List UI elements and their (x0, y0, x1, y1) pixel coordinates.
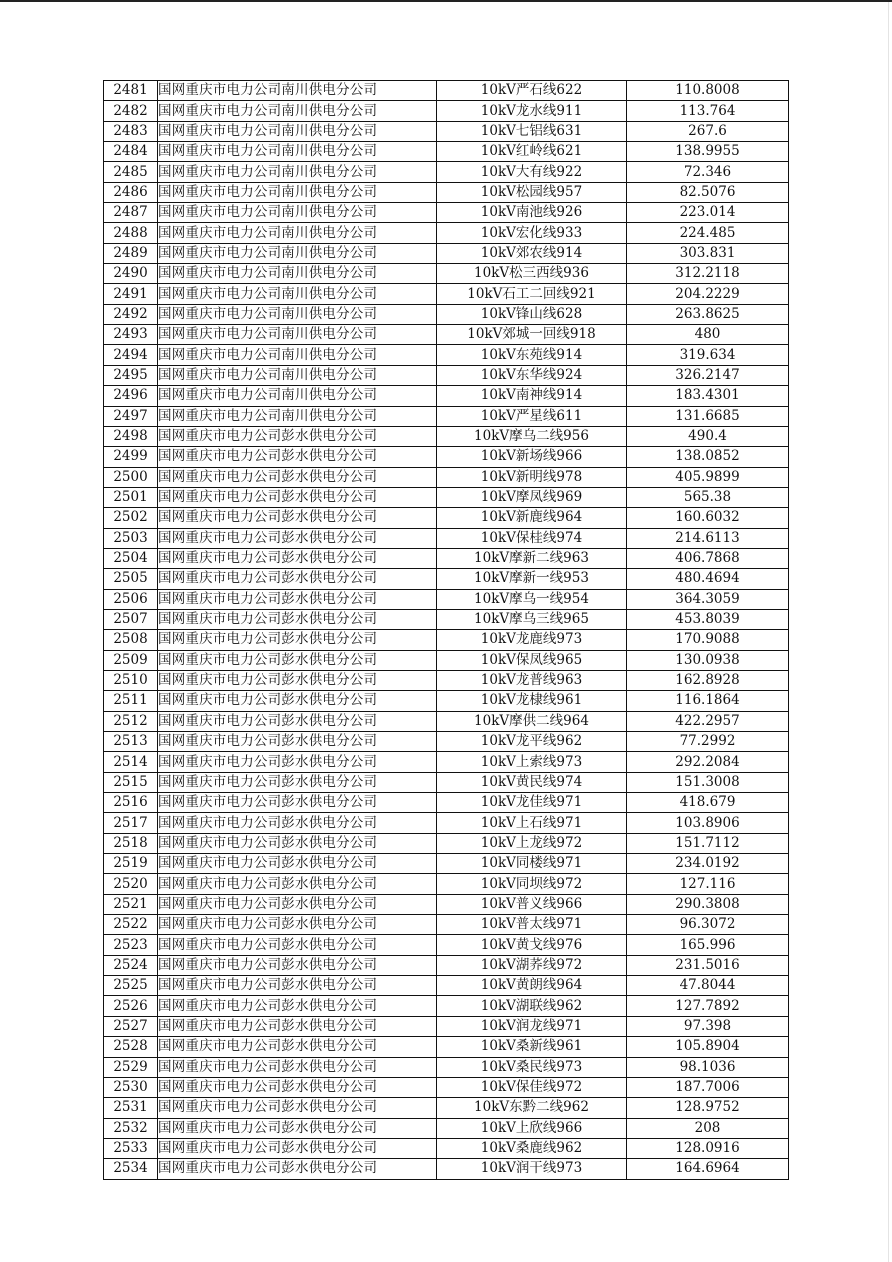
table-row (104, 813, 789, 833)
table-row (104, 854, 789, 874)
row-number-cell: 2499 (104, 447, 158, 467)
table-row (104, 1138, 789, 1158)
table-row (104, 996, 789, 1016)
value-cell: 234.0192 (627, 854, 789, 874)
company-cell: 国网重庆市电力公司彭水供电分公司 (158, 569, 437, 589)
company-cell: 国网重庆市电力公司彭水供电分公司 (158, 955, 437, 975)
value-cell: 72.346 (627, 162, 789, 182)
line-name-cell: 10kV上龙线972 (437, 833, 627, 853)
table-row (104, 345, 789, 365)
table-row (104, 955, 789, 975)
value-cell: 164.6964 (627, 1159, 789, 1179)
table-row (104, 81, 789, 101)
company-cell: 国网重庆市电力公司南川供电分公司 (158, 223, 437, 243)
row-number-cell: 2511 (104, 691, 158, 711)
company-cell: 国网重庆市电力公司南川供电分公司 (158, 162, 437, 182)
table-row (104, 1077, 789, 1097)
row-number-cell: 2515 (104, 772, 158, 792)
table-row (104, 447, 789, 467)
value-cell: 303.831 (627, 243, 789, 263)
value-cell: 151.7112 (627, 833, 789, 853)
line-name-cell: 10kV上索线973 (437, 752, 627, 772)
row-number-cell: 2527 (104, 1016, 158, 1036)
value-cell: 47.8044 (627, 976, 789, 996)
line-name-cell: 10kV桑鹿线962 (437, 1138, 627, 1158)
company-cell: 国网重庆市电力公司彭水供电分公司 (158, 1016, 437, 1036)
value-cell: 98.1036 (627, 1057, 789, 1077)
company-cell: 国网重庆市电力公司彭水供电分公司 (158, 976, 437, 996)
table-row (104, 365, 789, 385)
row-number-cell: 2506 (104, 589, 158, 609)
row-number-cell: 2501 (104, 487, 158, 507)
value-cell: 267.6 (627, 121, 789, 141)
value-cell: 223.014 (627, 203, 789, 223)
line-name-cell: 10kV南池线926 (437, 203, 627, 223)
company-cell: 国网重庆市电力公司南川供电分公司 (158, 304, 437, 324)
line-name-cell: 10kV润龙线971 (437, 1016, 627, 1036)
table-row (104, 1037, 789, 1057)
row-number-cell: 2481 (104, 81, 158, 101)
line-name-cell: 10kV松三西线936 (437, 264, 627, 284)
value-cell: 204.2229 (627, 284, 789, 304)
line-name-cell: 10kV摩凤线969 (437, 487, 627, 507)
company-cell: 国网重庆市电力公司彭水供电分公司 (158, 935, 437, 955)
row-number-cell: 2523 (104, 935, 158, 955)
company-cell: 国网重庆市电力公司彭水供电分公司 (158, 996, 437, 1016)
value-cell: 138.0852 (627, 447, 789, 467)
company-cell: 国网重庆市电力公司南川供电分公司 (158, 121, 437, 141)
company-cell: 国网重庆市电力公司南川供电分公司 (158, 264, 437, 284)
table-row (104, 325, 789, 345)
value-cell: 130.0938 (627, 650, 789, 670)
row-number-cell: 2522 (104, 915, 158, 935)
company-cell: 国网重庆市电力公司南川供电分公司 (158, 284, 437, 304)
line-name-cell: 10kV保凤线965 (437, 650, 627, 670)
line-name-cell: 10kV龙普线963 (437, 670, 627, 690)
table-row (104, 793, 789, 813)
company-cell: 国网重庆市电力公司彭水供电分公司 (158, 772, 437, 792)
table-row (104, 264, 789, 284)
line-name-cell: 10kV摩供二线964 (437, 711, 627, 731)
line-name-cell: 10kV东华线924 (437, 365, 627, 385)
value-cell: 319.634 (627, 345, 789, 365)
line-name-cell: 10kV黄民线974 (437, 772, 627, 792)
row-number-cell: 2498 (104, 426, 158, 446)
row-number-cell: 2534 (104, 1159, 158, 1179)
value-cell: 208 (627, 1118, 789, 1138)
company-cell: 国网重庆市电力公司彭水供电分公司 (158, 1159, 437, 1179)
table-row (104, 142, 789, 162)
row-number-cell: 2491 (104, 284, 158, 304)
company-cell: 国网重庆市电力公司彭水供电分公司 (158, 528, 437, 548)
row-number-cell: 2492 (104, 304, 158, 324)
company-cell: 国网重庆市电力公司彭水供电分公司 (158, 1098, 437, 1118)
line-name-cell: 10kV松园线957 (437, 182, 627, 202)
value-cell: 418.679 (627, 793, 789, 813)
table-row (104, 304, 789, 324)
company-cell: 国网重庆市电力公司彭水供电分公司 (158, 548, 437, 568)
row-number-cell: 2526 (104, 996, 158, 1016)
value-cell: 292.2084 (627, 752, 789, 772)
table-row (104, 691, 789, 711)
value-cell: 82.5076 (627, 182, 789, 202)
table-row (104, 386, 789, 406)
line-name-cell: 10kV严星线611 (437, 406, 627, 426)
value-cell: 96.3072 (627, 915, 789, 935)
row-number-cell: 2508 (104, 630, 158, 650)
row-number-cell: 2531 (104, 1098, 158, 1118)
line-name-cell: 10kV上欣线966 (437, 1118, 627, 1138)
line-name-cell: 10kV普太线971 (437, 915, 627, 935)
row-number-cell: 2482 (104, 101, 158, 121)
table-row (104, 1118, 789, 1138)
line-name-cell: 10kV龙佳线971 (437, 793, 627, 813)
line-name-cell: 10kV桑民线973 (437, 1057, 627, 1077)
table-row (104, 711, 789, 731)
row-number-cell: 2487 (104, 203, 158, 223)
table-row (104, 915, 789, 935)
line-name-cell: 10kV摩乌三线965 (437, 609, 627, 629)
line-name-cell: 10kV南神线914 (437, 386, 627, 406)
line-name-cell: 10kV宏化线933 (437, 223, 627, 243)
line-name-cell: 10kV保桂线974 (437, 528, 627, 548)
line-name-cell: 10kV黄戈线976 (437, 935, 627, 955)
line-name-cell: 10kV普义线966 (437, 894, 627, 914)
table-row (104, 528, 789, 548)
line-name-cell: 10kV摩乌一线954 (437, 589, 627, 609)
table-row (104, 650, 789, 670)
row-number-cell: 2514 (104, 752, 158, 772)
value-cell: 77.2992 (627, 732, 789, 752)
table-row (104, 732, 789, 752)
value-cell: 183.4301 (627, 386, 789, 406)
row-number-cell: 2497 (104, 406, 158, 426)
value-cell: 113.764 (627, 101, 789, 121)
value-cell: 453.8039 (627, 609, 789, 629)
value-cell: 131.6685 (627, 406, 789, 426)
line-name-cell: 10kV黄朗线964 (437, 976, 627, 996)
company-cell: 国网重庆市电力公司彭水供电分公司 (158, 833, 437, 853)
company-cell: 国网重庆市电力公司彭水供电分公司 (158, 467, 437, 487)
line-name-cell: 10kV东苑线914 (437, 345, 627, 365)
line-name-cell: 10kV摩新二线963 (437, 548, 627, 568)
page-right-edge (888, 2, 889, 1262)
row-number-cell: 2516 (104, 793, 158, 813)
line-name-cell: 10kV摩新一线953 (437, 569, 627, 589)
value-cell: 127.7892 (627, 996, 789, 1016)
row-number-cell: 2510 (104, 670, 158, 690)
row-number-cell: 2485 (104, 162, 158, 182)
value-cell: 312.2118 (627, 264, 789, 284)
value-cell: 480 (627, 325, 789, 345)
value-cell: 405.9899 (627, 467, 789, 487)
company-cell: 国网重庆市电力公司南川供电分公司 (158, 81, 437, 101)
company-cell: 国网重庆市电力公司彭水供电分公司 (158, 609, 437, 629)
table-row (104, 162, 789, 182)
value-cell: 290.3808 (627, 894, 789, 914)
row-number-cell: 2512 (104, 711, 158, 731)
value-cell: 105.8904 (627, 1037, 789, 1057)
company-cell: 国网重庆市电力公司彭水供电分公司 (158, 670, 437, 690)
table-row (104, 630, 789, 650)
company-cell: 国网重庆市电力公司南川供电分公司 (158, 386, 437, 406)
value-cell: 231.5016 (627, 955, 789, 975)
company-cell: 国网重庆市电力公司南川供电分公司 (158, 325, 437, 345)
row-number-cell: 2493 (104, 325, 158, 345)
company-cell: 国网重庆市电力公司彭水供电分公司 (158, 1057, 437, 1077)
company-cell: 国网重庆市电力公司彭水供电分公司 (158, 508, 437, 528)
table-row (104, 1098, 789, 1118)
table-row (104, 670, 789, 690)
row-number-cell: 2532 (104, 1118, 158, 1138)
table-row (104, 874, 789, 894)
line-name-cell: 10kV龙棣线961 (437, 691, 627, 711)
value-cell: 422.2957 (627, 711, 789, 731)
company-cell: 国网重庆市电力公司南川供电分公司 (158, 142, 437, 162)
line-name-cell: 10kV湖联线962 (437, 996, 627, 1016)
line-name-cell: 10kV上石线971 (437, 813, 627, 833)
company-cell: 国网重庆市电力公司彭水供电分公司 (158, 630, 437, 650)
company-cell: 国网重庆市电力公司彭水供电分公司 (158, 1138, 437, 1158)
line-name-cell: 10kV摩乌二线956 (437, 426, 627, 446)
row-number-cell: 2525 (104, 976, 158, 996)
line-name-cell: 10kV同坝线972 (437, 874, 627, 894)
company-cell: 国网重庆市电力公司彭水供电分公司 (158, 447, 437, 467)
row-number-cell: 2496 (104, 386, 158, 406)
row-number-cell: 2505 (104, 569, 158, 589)
company-cell: 国网重庆市电力公司南川供电分公司 (158, 182, 437, 202)
company-cell: 国网重庆市电力公司彭水供电分公司 (158, 487, 437, 507)
company-cell: 国网重庆市电力公司彭水供电分公司 (158, 426, 437, 446)
value-cell: 263.8625 (627, 304, 789, 324)
row-number-cell: 2484 (104, 142, 158, 162)
row-number-cell: 2494 (104, 345, 158, 365)
line-name-cell: 10kV龙平线962 (437, 732, 627, 752)
row-number-cell: 2490 (104, 264, 158, 284)
row-number-cell: 2521 (104, 894, 158, 914)
table-row (104, 203, 789, 223)
value-cell: 110.8008 (627, 81, 789, 101)
row-number-cell: 2517 (104, 813, 158, 833)
company-cell: 国网重庆市电力公司彭水供电分公司 (158, 1077, 437, 1097)
row-number-cell: 2529 (104, 1057, 158, 1077)
value-cell: 127.116 (627, 874, 789, 894)
row-number-cell: 2507 (104, 609, 158, 629)
line-name-cell: 10kV保佳线972 (437, 1077, 627, 1097)
page-top-rule (0, 0, 892, 2)
row-number-cell: 2519 (104, 854, 158, 874)
value-cell: 151.3008 (627, 772, 789, 792)
company-cell: 国网重庆市电力公司彭水供电分公司 (158, 813, 437, 833)
row-number-cell: 2528 (104, 1037, 158, 1057)
line-name-cell: 10kV润干线973 (437, 1159, 627, 1179)
table-row (104, 772, 789, 792)
table-row (104, 508, 789, 528)
table-row (104, 894, 789, 914)
table-row (104, 1016, 789, 1036)
row-number-cell: 2504 (104, 548, 158, 568)
table-row (104, 569, 789, 589)
table-row (104, 284, 789, 304)
line-name-cell: 10kV郊城一回线918 (437, 325, 627, 345)
table-row (104, 589, 789, 609)
value-cell: 162.8928 (627, 670, 789, 690)
row-number-cell: 2524 (104, 955, 158, 975)
value-cell: 116.1864 (627, 691, 789, 711)
table-row (104, 833, 789, 853)
line-name-cell: 10kV同楼线971 (437, 854, 627, 874)
value-cell: 326.2147 (627, 365, 789, 385)
table-row (104, 1159, 789, 1179)
company-cell: 国网重庆市电力公司南川供电分公司 (158, 345, 437, 365)
line-name-cell: 10kV红岭线621 (437, 142, 627, 162)
line-name-cell: 10kV湖荞线972 (437, 955, 627, 975)
table-row (104, 406, 789, 426)
table-row (104, 467, 789, 487)
value-cell: 364.3059 (627, 589, 789, 609)
company-cell: 国网重庆市电力公司彭水供电分公司 (158, 1037, 437, 1057)
line-name-cell: 10kV郊农线914 (437, 243, 627, 263)
feeder-table (103, 80, 789, 1180)
table-row (104, 121, 789, 141)
company-cell: 国网重庆市电力公司彭水供电分公司 (158, 650, 437, 670)
table-row (104, 609, 789, 629)
company-cell: 国网重庆市电力公司南川供电分公司 (158, 101, 437, 121)
row-number-cell: 2509 (104, 650, 158, 670)
table-row (104, 1057, 789, 1077)
table-row (104, 101, 789, 121)
line-name-cell: 10kV新鹿线964 (437, 508, 627, 528)
company-cell: 国网重庆市电力公司彭水供电分公司 (158, 894, 437, 914)
value-cell: 406.7868 (627, 548, 789, 568)
line-name-cell: 10kV桑新线961 (437, 1037, 627, 1057)
value-cell: 128.0916 (627, 1138, 789, 1158)
value-cell: 480.4694 (627, 569, 789, 589)
value-cell: 224.485 (627, 223, 789, 243)
table-row (104, 548, 789, 568)
line-name-cell: 10kV新场线966 (437, 447, 627, 467)
line-name-cell: 10kV锋山线628 (437, 304, 627, 324)
company-cell: 国网重庆市电力公司彭水供电分公司 (158, 874, 437, 894)
value-cell: 214.6113 (627, 528, 789, 548)
company-cell: 国网重庆市电力公司彭水供电分公司 (158, 793, 437, 813)
line-name-cell: 10kV严石线622 (437, 81, 627, 101)
company-cell: 国网重庆市电力公司彭水供电分公司 (158, 854, 437, 874)
row-number-cell: 2502 (104, 508, 158, 528)
line-name-cell: 10kV大有线922 (437, 162, 627, 182)
line-name-cell: 10kV石工二回线921 (437, 284, 627, 304)
line-name-cell: 10kV龙水线911 (437, 101, 627, 121)
row-number-cell: 2483 (104, 121, 158, 141)
value-cell: 138.9955 (627, 142, 789, 162)
value-cell: 187.7006 (627, 1077, 789, 1097)
company-cell: 国网重庆市电力公司彭水供电分公司 (158, 711, 437, 731)
line-name-cell: 10kV七铝线631 (437, 121, 627, 141)
row-number-cell: 2495 (104, 365, 158, 385)
line-name-cell: 10kV新明线978 (437, 467, 627, 487)
feeder-table-body (104, 81, 789, 1180)
row-number-cell: 2530 (104, 1077, 158, 1097)
table-row (104, 487, 789, 507)
company-cell: 国网重庆市电力公司彭水供电分公司 (158, 915, 437, 935)
company-cell: 国网重庆市电力公司南川供电分公司 (158, 365, 437, 385)
value-cell: 565.38 (627, 487, 789, 507)
company-cell: 国网重庆市电力公司彭水供电分公司 (158, 732, 437, 752)
value-cell: 128.9752 (627, 1098, 789, 1118)
table-row (104, 182, 789, 202)
value-cell: 490.4 (627, 426, 789, 446)
row-number-cell: 2503 (104, 528, 158, 548)
table-row (104, 752, 789, 772)
row-number-cell: 2518 (104, 833, 158, 853)
value-cell: 103.8906 (627, 813, 789, 833)
company-cell: 国网重庆市电力公司南川供电分公司 (158, 203, 437, 223)
company-cell: 国网重庆市电力公司南川供电分公司 (158, 243, 437, 263)
row-number-cell: 2520 (104, 874, 158, 894)
row-number-cell: 2500 (104, 467, 158, 487)
company-cell: 国网重庆市电力公司南川供电分公司 (158, 406, 437, 426)
table-row (104, 935, 789, 955)
table-row (104, 976, 789, 996)
line-name-cell: 10kV龙鹿线973 (437, 630, 627, 650)
company-cell: 国网重庆市电力公司彭水供电分公司 (158, 1118, 437, 1138)
company-cell: 国网重庆市电力公司彭水供电分公司 (158, 752, 437, 772)
table-row (104, 243, 789, 263)
company-cell: 国网重庆市电力公司彭水供电分公司 (158, 691, 437, 711)
row-number-cell: 2513 (104, 732, 158, 752)
value-cell: 97.398 (627, 1016, 789, 1036)
row-number-cell: 2486 (104, 182, 158, 202)
table-row (104, 426, 789, 446)
value-cell: 170.9088 (627, 630, 789, 650)
table-row (104, 223, 789, 243)
value-cell: 160.6032 (627, 508, 789, 528)
value-cell: 165.996 (627, 935, 789, 955)
row-number-cell: 2489 (104, 243, 158, 263)
company-cell: 国网重庆市电力公司彭水供电分公司 (158, 589, 437, 609)
row-number-cell: 2533 (104, 1138, 158, 1158)
row-number-cell: 2488 (104, 223, 158, 243)
line-name-cell: 10kV东黔二线962 (437, 1098, 627, 1118)
